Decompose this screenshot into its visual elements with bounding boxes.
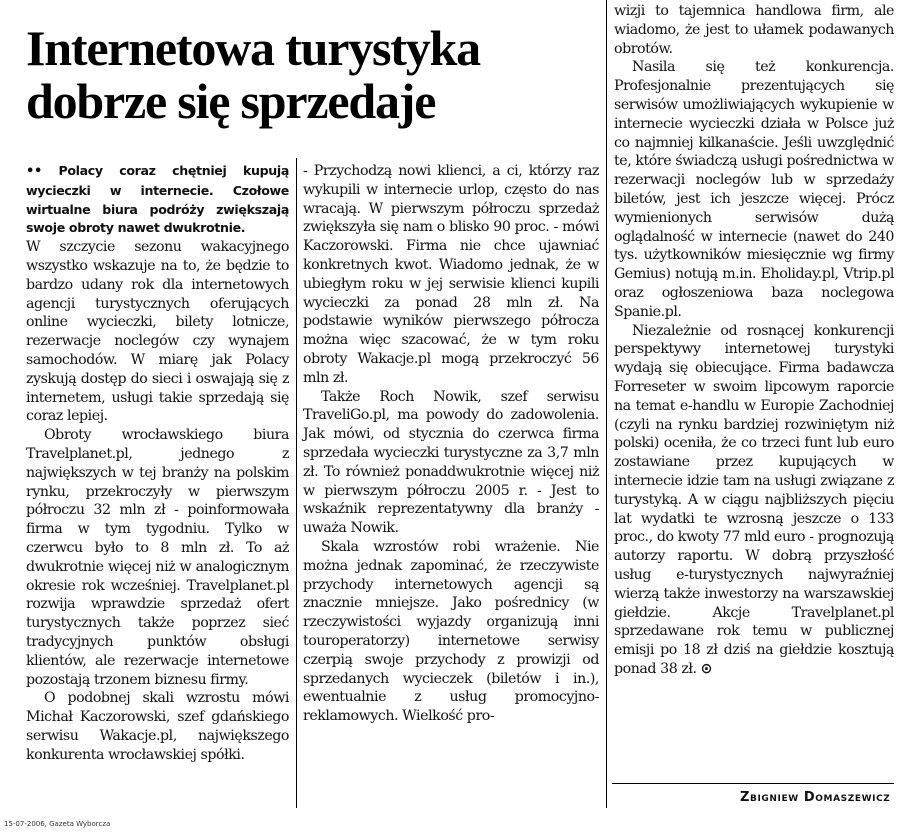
paragraph-text: Niezależnie od rosnącej konkurencji perspektywy internetowej turystyki wydają się obiecujące. Firma badawcza Forreseter w swoim lipcowym raporcie na temat e-handlu w Europie Zachodniej (czyli na rynku bardziej rozwiniętym niż polski) oceniła, że co trzeci funt lub euro zostawiane przez kupujących w internecie idzie tam na usługi związane z turystyką. A w ciągu najbliższych pięciu lat wydatki te wzrosną jeszcze o 133 proc., do kwoty 77 mld euro - prognozują autorzy raportu. W dobrą przyszłość usług e-turystycznych najwyraźniej wierzą także inwestorzy na warszawskiej giełdzie. Akcje Travelplanet.pl sprzedawane rok temu w publicznej emisji po 18 zł dziś na giełdzie kosztują ponad 38 zł.	[614, 322, 894, 677]
lead-paragraph	[26, 162, 289, 238]
article-column-2	[303, 162, 599, 726]
paragraph: W szczycie sezonu wakacyjnego wszystko wskazuje na to, że będzie to bardzo udany rok dla internetowych agencji turystycznych oferujących online wycieczki, bilety lotnicze, rezerwacje noclegów czy wynajem samochodów. W miarę jak Polacy zyskują dostęp do sieci i oswajają się z internetem, usługi takie sprzedają się coraz lepiej.	[26, 239, 289, 425]
paragraph: wizji to tajemnica handlowa firm, ale wiadomo, że jest to ułamek podawanych obrotów.	[614, 3, 894, 57]
paragraph: Nasila się też konkurencja. Profesjonalnie prezentujących się serwisów umożliwiających wykupienie w internecie wycieczki działa w Polsce już co najmniej kilkanaście. Jeśli uwzględnić te, które świadczą usługi pośrednictwa w rezerwacji noclegów lub w sprzedaży biletów, jest ich jeszcze więcej. Prócz wymienionych serwisów dużą oglądalność w internecie (nawet do 240 tys. użytkowników miesięcznie wg firmy Gemius) notują m.in. Eholiday.pl, Vtrip.pl oraz ogłoszeniowa baza noclegowa Spanie.pl.	[614, 59, 894, 320]
paragraph: - Przychodzą nowi klienci, a ci, którzy raz wykupili w internecie urlop, często do nas wracają. W pierwszym półroczu sprzedaż zwiększyła się nam o blisko 90 proc. - mówi Kaczorowski. Firma nie chce ujawniać konkretnych kwot. Wiadomo jednak, że w ubiegłym roku w jej serwisie klienci kupili wycieczki za ponad 28 mln zł. Na podstawie wyników pierwszego półrocza można więc szacować, że w tym roku obroty Wakacje.pl mogą przekroczyć 56 mln zł.	[303, 163, 599, 386]
footer-source: 15-07-2006, Gazeta Wyborcza	[4, 820, 111, 828]
byline-rule	[612, 783, 894, 784]
bullet-marker: ••	[26, 164, 42, 179]
byline: Zbigniew Domaszewicz	[740, 790, 891, 805]
article-column-3	[614, 2, 894, 679]
headline: Internetowa turystyka dobrze się sprzedaje	[26, 20, 480, 129]
article-column-1	[26, 162, 289, 765]
paragraph: Obroty wrocławskiego biura Travelplanet.pl, jednego z największych w tej branży na polskim rynku, przekroczyły w pierwszym półroczu 32 mln zł - poinformowała firma w tym tygodniu. Tylko w czerwcu było to 8 mln zł. To aż dwukrotnie więcej niż w analogicznym okresie rok wcześniej. Travelplanet.pl rozwija wprawdzie sprzedaż ofert turystycznych także poprzez sieć tradycyjnych punktów obsługi klientów, ale rezerwacje internetowe pozostają trzonem biznesu firmy.	[26, 427, 289, 688]
paragraph: Skala wzrostów robi wrażenie. Nie można jednak zapominać, że rzeczywiste przychody internetowych agencji są znacznie mniejsze. Jako pośrednicy (w rzeczywistości wyjazdy organizują inni touroperatorzy) internetowe serwisy czerpią swoje przychody z prowizji od sprzedanych wycieczek (biletów i in.), ewentualnie z usług promocyjno-reklamowych. Wielkość pro-	[303, 538, 599, 725]
column-rule	[296, 158, 297, 808]
column-rule	[606, 0, 607, 808]
paragraph	[614, 322, 894, 679]
lead-text: Polacy coraz chętniej kupują wycieczki w internecie. Czołowe wirtualne biura podróży zwiększają swoje obroty nawet dwukrotnie.	[26, 163, 289, 236]
paragraph: O podobnej skali wzrostu mówi Michał Kaczorowski, szef gdańskiego serwisu Wakacje.pl, największego konkurenta wrocławskiej spółki.	[26, 690, 289, 763]
end-mark-icon: ⊙	[700, 660, 713, 677]
paragraph: Także Roch Nowik, szef serwisu TraveliGo.pl, ma powody do zadowolenia. Jak mówi, od stycznia do czerwca firma sprzedała wycieczki turystyczne za 3,7 mln zł. To również ponaddwukrotnie więcej niż w pierwszym półroczu 2005 r. - Jest to wskaźnik reprezentatywny dla branży - uważa Nowik.	[303, 388, 599, 537]
